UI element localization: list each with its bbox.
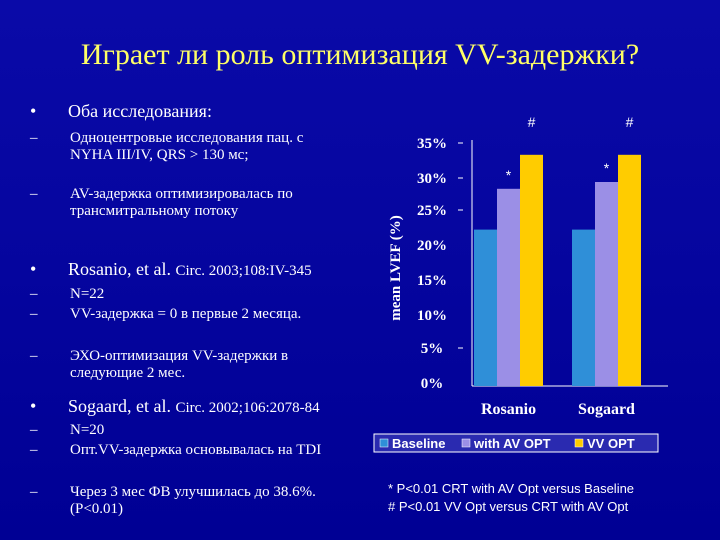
bar-with-av-opt (497, 189, 520, 386)
dash-marker: – (30, 442, 38, 458)
bar-baseline (474, 230, 497, 386)
dash-marker: – (30, 130, 38, 146)
y-tick-label: 25% (417, 203, 447, 219)
dash-marker: – (30, 186, 38, 202)
footnote-hash: # P<0.01 VV Opt versus CRT with AV Opt (388, 499, 629, 514)
bullet-text: Sogaard, et al. Circ. 2002;106:2078-84 (68, 396, 320, 416)
bullet-marker: • (30, 259, 37, 279)
significance-marker: * (505, 166, 512, 183)
legend-label: Baseline (392, 436, 446, 451)
dash-marker: – (30, 348, 38, 364)
significance-marker: # (527, 113, 536, 130)
sub-bullet-text: VV-задержка = 0 в первые 2 месяца. (70, 306, 302, 322)
x-tick-label: Rosanio (480, 401, 537, 418)
legend-label: with AV OPT (474, 436, 551, 451)
bar-vv-opt (520, 155, 543, 386)
sub-bullet-text: ЭХО-оптимизация VV-задержки в следующие 2 мес. (70, 348, 289, 381)
dash-marker: – (30, 286, 38, 302)
y-tick-label: 5% (420, 341, 444, 357)
bar-baseline (572, 230, 595, 386)
y-axis-label: mean LVEF (%) (388, 215, 404, 321)
sub-bullet-text: Опт.VV-задержка основывалась на TDI (70, 442, 322, 458)
footnote-star: * P<0.01 CRT with AV Opt versus Baseline (388, 481, 635, 496)
sub-bullet-text: AV-задержка оптимизировалась по трансмитральному потоку (70, 186, 293, 219)
bullet-marker: • (30, 396, 37, 416)
y-tick-label: 35% (417, 136, 447, 152)
journal-ref: Circ. 2002;106:2078-84 (175, 400, 320, 416)
dash-marker: – (30, 306, 38, 322)
y-tick-label: 20% (417, 238, 447, 254)
legend-swatch (462, 439, 470, 447)
legend-swatch (380, 439, 388, 447)
dash-marker: – (30, 422, 38, 438)
y-tick-label: 30% (417, 171, 447, 187)
y-tick-label: 15% (417, 273, 447, 289)
sub-bullet-text: N=22 (70, 286, 105, 302)
y-tick-label: 10% (417, 308, 447, 324)
bullet-text: Rosanio, et al. Circ. 2003;108:IV-345 (68, 259, 312, 279)
sub-bullet-text: Одноцентровые исследования пац. с NYHA III/IV, QRS > 130 мс; (70, 130, 304, 163)
legend-label: VV OPT (587, 436, 635, 451)
bullet-marker: • (30, 101, 37, 121)
bar-vv-opt (618, 155, 641, 386)
dash-marker: – (30, 484, 38, 500)
sub-bullet-text: N=20 (70, 422, 105, 438)
significance-marker: # (625, 113, 634, 130)
legend-swatch (575, 439, 583, 447)
slide-title: Играет ли роль оптимизация VV-задержки? (80, 38, 640, 71)
y-tick-label: 0% (420, 376, 444, 392)
journal-ref: Circ. 2003;108:IV-345 (175, 263, 312, 279)
x-tick-label: Sogaard (578, 401, 635, 418)
bullet-text: Оба исследования: (68, 101, 212, 121)
footnotes (388, 480, 634, 516)
bar-with-av-opt (595, 182, 618, 386)
sub-bullet-text: Через 3 мес ФВ улучшилась до 38.6%. (P<0.01) (70, 484, 316, 517)
significance-marker: * (603, 160, 610, 176)
